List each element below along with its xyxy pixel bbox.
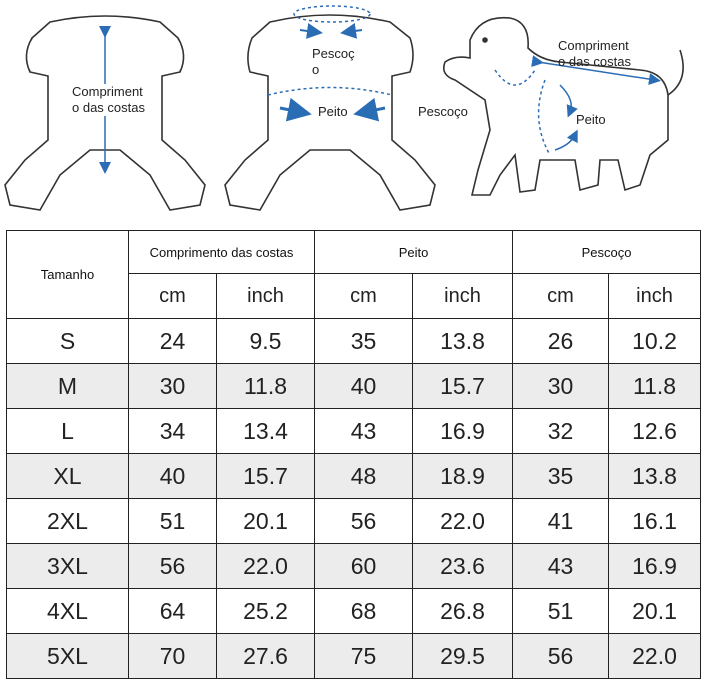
table-row — [7, 409, 701, 454]
measurement-cell: 15.7 — [413, 364, 513, 409]
measurement-cell: 16.9 — [609, 544, 701, 589]
group-header-neck: Pescoço — [513, 231, 701, 274]
measurement-cell: 12.6 — [609, 409, 701, 454]
measurement-cell: 26.8 — [413, 589, 513, 634]
size-header: Tamanho — [7, 231, 129, 319]
measurement-cell: 35 — [513, 454, 609, 499]
measurement-cell: 48 — [315, 454, 413, 499]
table-row — [7, 589, 701, 634]
dog-chest-label: Peito — [576, 112, 606, 127]
measurement-cell: 20.1 — [217, 499, 315, 544]
measurement-cell: 56 — [129, 544, 217, 589]
size-chart-table — [6, 230, 701, 679]
measurement-illustrations — [0, 0, 704, 225]
measurement-cell: 22.0 — [609, 634, 701, 679]
unit-header: inch — [217, 274, 315, 319]
measurement-cell: 75 — [315, 634, 413, 679]
table-row — [7, 364, 701, 409]
measurement-cell: 56 — [315, 499, 413, 544]
size-cell: XL — [7, 454, 129, 499]
measurement-cell: 30 — [513, 364, 609, 409]
table-row — [7, 454, 701, 499]
measurement-cell: 24 — [129, 319, 217, 364]
measurement-cell: 43 — [513, 544, 609, 589]
middle-neck-label: Pescoç o — [312, 46, 355, 77]
measurement-cell: 70 — [129, 634, 217, 679]
measurement-cell: 10.2 — [609, 319, 701, 364]
size-cell: L — [7, 409, 129, 454]
measurement-cell: 23.6 — [413, 544, 513, 589]
measurement-cell: 9.5 — [217, 319, 315, 364]
measurement-cell: 22.0 — [413, 499, 513, 544]
measurement-cell: 60 — [315, 544, 413, 589]
measurement-cell: 27.6 — [217, 634, 315, 679]
measurement-cell: 26 — [513, 319, 609, 364]
size-cell: 5XL — [7, 634, 129, 679]
measurement-cell: 13.8 — [609, 454, 701, 499]
measurement-cell: 34 — [129, 409, 217, 454]
unit-header: cm — [513, 274, 609, 319]
measurement-cell: 29.5 — [413, 634, 513, 679]
size-cell: 2XL — [7, 499, 129, 544]
measurement-cell: 40 — [129, 454, 217, 499]
measurement-cell: 32 — [513, 409, 609, 454]
measurement-cell: 13.8 — [413, 319, 513, 364]
measurement-cell: 35 — [315, 319, 413, 364]
table-row — [7, 499, 701, 544]
measurement-cell: 30 — [129, 364, 217, 409]
size-rows — [7, 319, 701, 679]
size-cell: 3XL — [7, 544, 129, 589]
group-header-chest: Peito — [315, 231, 513, 274]
measurement-cell: 22.0 — [217, 544, 315, 589]
measurement-cell: 56 — [513, 634, 609, 679]
dog-neck-label: Pescoço — [418, 104, 468, 119]
unit-header: inch — [413, 274, 513, 319]
dog-back-length-label: Compriment o das costas — [558, 38, 631, 69]
measurement-cell: 20.1 — [609, 589, 701, 634]
measurement-cell: 13.4 — [217, 409, 315, 454]
measurement-cell: 15.7 — [217, 454, 315, 499]
measurement-cell: 68 — [315, 589, 413, 634]
measurement-cell: 43 — [315, 409, 413, 454]
measurement-cell: 11.8 — [609, 364, 701, 409]
measurement-cell: 40 — [315, 364, 413, 409]
middle-chest-label: Peito — [318, 104, 348, 119]
size-cell: M — [7, 364, 129, 409]
measurement-cell: 41 — [513, 499, 609, 544]
measurement-cell: 16.1 — [609, 499, 701, 544]
left-back-length-label: Compriment o das costas — [72, 84, 145, 115]
measurement-cell: 11.8 — [217, 364, 315, 409]
table-row — [7, 319, 701, 364]
group-header-back-length: Comprimento das costas — [129, 231, 315, 274]
measurement-cell: 51 — [129, 499, 217, 544]
measurement-cell: 51 — [513, 589, 609, 634]
measurement-cell: 18.9 — [413, 454, 513, 499]
unit-header: cm — [315, 274, 413, 319]
unit-header: cm — [129, 274, 217, 319]
measurement-cell: 16.9 — [413, 409, 513, 454]
measurement-cell: 25.2 — [217, 589, 315, 634]
size-cell: S — [7, 319, 129, 364]
size-cell: 4XL — [7, 589, 129, 634]
measurement-cell: 64 — [129, 589, 217, 634]
table-row — [7, 634, 701, 679]
table-row — [7, 544, 701, 589]
unit-header: inch — [609, 274, 701, 319]
